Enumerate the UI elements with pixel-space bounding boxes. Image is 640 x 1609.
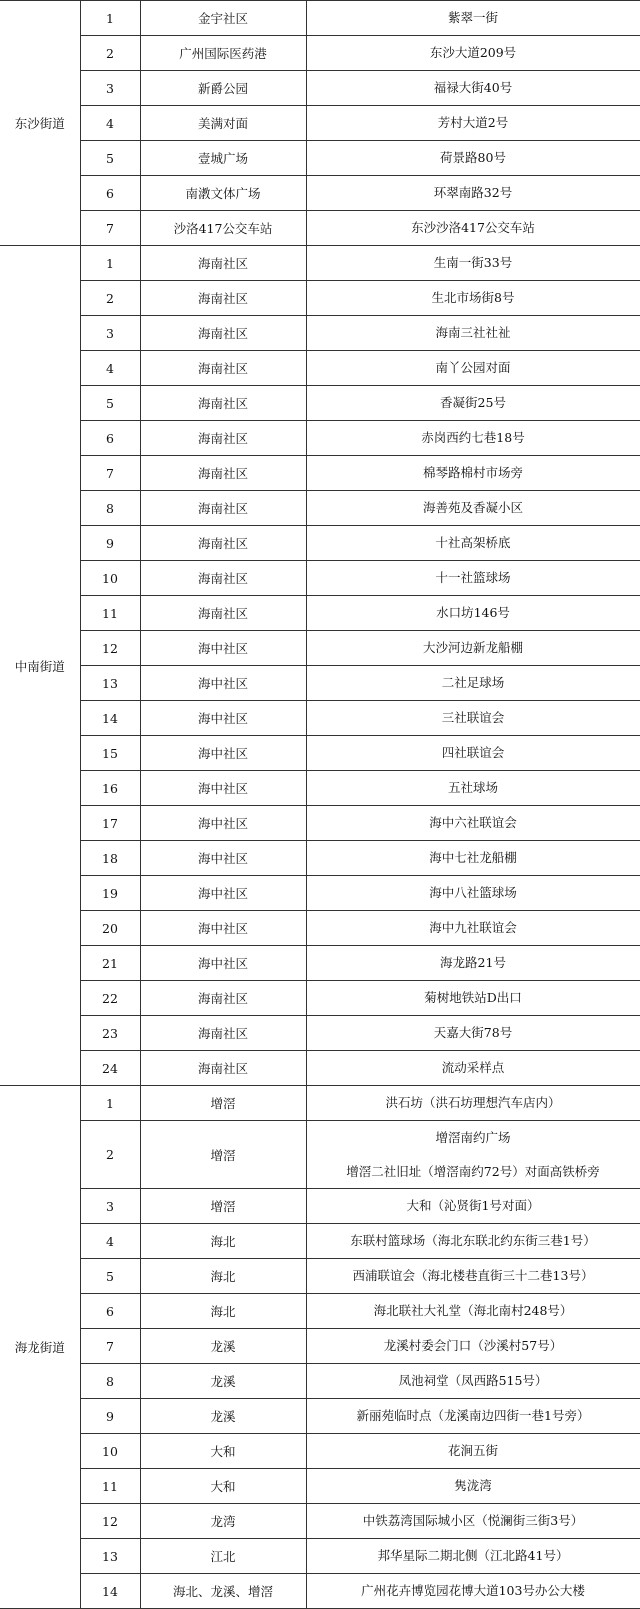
table-row	[0, 246, 640, 281]
row-number-cell: 13	[80, 666, 140, 701]
table-row	[0, 1539, 640, 1574]
address-cell	[306, 71, 640, 106]
row-number-cell: 10	[80, 561, 140, 596]
row-number-cell: 15	[80, 736, 140, 771]
address-cell	[306, 1539, 640, 1574]
row-number-cell: 8	[80, 491, 140, 526]
community-cell: 海中社区	[140, 806, 306, 841]
row-number-cell: 4	[80, 351, 140, 386]
address-cell	[306, 316, 640, 351]
table-row	[0, 456, 640, 491]
community-cell: 海南社区	[140, 491, 306, 526]
address-cell	[306, 701, 640, 736]
community-cell: 海中社区	[140, 701, 306, 736]
community-cell: 海北	[140, 1259, 306, 1294]
table-row	[0, 1189, 640, 1224]
row-number-cell: 6	[80, 176, 140, 211]
community-cell: 金宇社区	[140, 1, 306, 36]
row-number-cell: 1	[80, 1086, 140, 1121]
row-number-cell: 4	[80, 106, 140, 141]
table-row	[0, 1121, 640, 1189]
address-line: 紫翠一街	[447, 10, 498, 25]
table-body	[0, 1, 640, 1609]
community-cell: 海南社区	[140, 456, 306, 491]
address-cell	[306, 631, 640, 666]
community-cell: 海北、龙溪、增滘	[140, 1574, 306, 1609]
row-number-cell: 3	[80, 71, 140, 106]
table-row	[0, 71, 640, 106]
address-line: 四社联谊会	[441, 745, 505, 760]
community-cell: 海中社区	[140, 666, 306, 701]
table-row	[0, 1224, 640, 1259]
table-row	[0, 876, 640, 911]
address-line: 东沙沙洛417公交车站	[411, 220, 535, 235]
community-cell: 龙溪	[140, 1329, 306, 1364]
address-line: 生北市场街8号	[431, 290, 515, 305]
community-cell: 海北	[140, 1224, 306, 1259]
table-row	[0, 281, 640, 316]
row-number-cell: 7	[80, 1329, 140, 1364]
address-cell	[306, 1189, 640, 1224]
table-row	[0, 36, 640, 71]
address-line: 广州花卉博览园花博大道103号办公大楼	[361, 1583, 585, 1598]
table-row	[0, 1086, 640, 1121]
address-line: 隽泷湾	[454, 1478, 492, 1493]
row-number-cell: 12	[80, 1504, 140, 1539]
table-row	[0, 1, 640, 36]
address-line: 海北联社大礼堂（海北南村248号）	[373, 1303, 573, 1318]
row-number-cell: 11	[80, 596, 140, 631]
address-line: 海中七社龙船棚	[429, 850, 517, 865]
row-number-cell: 19	[80, 876, 140, 911]
address-line: 增滘二社旧址（增滘南约72号）对面高铁桥旁	[346, 1164, 600, 1179]
row-number-cell: 20	[80, 911, 140, 946]
row-number-cell: 8	[80, 1364, 140, 1399]
address-cell	[306, 596, 640, 631]
address-cell	[306, 281, 640, 316]
address-line: 福禄大街40号	[433, 80, 513, 95]
address-line: 东沙大道209号	[429, 45, 517, 60]
address-cell	[306, 1469, 640, 1504]
community-cell: 海中社区	[140, 736, 306, 771]
table-row	[0, 1364, 640, 1399]
community-cell: 江北	[140, 1539, 306, 1574]
community-cell: 海中社区	[140, 876, 306, 911]
address-line: 天嘉大街78号	[433, 1025, 513, 1040]
row-number-cell: 12	[80, 631, 140, 666]
address-cell	[306, 771, 640, 806]
table-row	[0, 386, 640, 421]
address-cell	[306, 806, 640, 841]
address-cell	[306, 946, 640, 981]
address-line: 二社足球场	[441, 675, 505, 690]
table-row	[0, 141, 640, 176]
address-line: 大沙河边新龙船棚	[422, 640, 523, 655]
row-number-cell: 23	[80, 1016, 140, 1051]
community-cell: 增滘	[140, 1121, 306, 1189]
row-number-cell: 5	[80, 386, 140, 421]
community-cell: 海南社区	[140, 561, 306, 596]
address-line: 增滘南约广场	[435, 1130, 511, 1145]
address-cell	[306, 1121, 640, 1189]
row-number-cell: 2	[80, 281, 140, 316]
address-line: 中铁荔湾国际城小区（悦澜街三街3号）	[362, 1513, 584, 1528]
address-line: 龙溪村委会门口（沙溪村57号）	[383, 1338, 563, 1353]
address-line: 棉琴路棉村市场旁	[422, 465, 523, 480]
address-cell	[306, 106, 640, 141]
address-cell	[306, 876, 640, 911]
row-number-cell: 22	[80, 981, 140, 1016]
community-cell: 海南社区	[140, 981, 306, 1016]
table-row	[0, 666, 640, 701]
address-cell	[306, 1294, 640, 1329]
table-row	[0, 771, 640, 806]
address-cell	[306, 456, 640, 491]
address-cell	[306, 351, 640, 386]
address-cell	[306, 1051, 640, 1086]
community-cell: 海南社区	[140, 1051, 306, 1086]
table-row	[0, 351, 640, 386]
community-cell: 美满对面	[140, 106, 306, 141]
table-row	[0, 701, 640, 736]
address-line: 邦华星际二期北侧（江北路41号）	[377, 1548, 569, 1563]
community-cell: 海中社区	[140, 841, 306, 876]
address-cell	[306, 211, 640, 246]
row-number-cell: 1	[80, 1, 140, 36]
table-row	[0, 106, 640, 141]
address-line: 海南三社社祉	[435, 325, 511, 340]
address-cell	[306, 1364, 640, 1399]
address-line: 环翠南路32号	[433, 185, 513, 200]
row-number-cell: 9	[80, 1399, 140, 1434]
address-cell	[306, 36, 640, 71]
address-line: 菊树地铁站D出口	[424, 990, 522, 1005]
row-number-cell: 14	[80, 701, 140, 736]
row-number-cell: 3	[80, 316, 140, 351]
address-cell	[306, 176, 640, 211]
row-number-cell: 2	[80, 36, 140, 71]
community-cell: 海中社区	[140, 631, 306, 666]
address-line: 流动采样点	[441, 1060, 505, 1075]
address-line: 三社联谊会	[441, 710, 505, 725]
address-line: 赤岗西约七巷18号	[421, 430, 525, 445]
row-number-cell: 10	[80, 1434, 140, 1469]
table-row	[0, 1329, 640, 1364]
table-row	[0, 1469, 640, 1504]
table-row	[0, 526, 640, 561]
row-number-cell: 3	[80, 1189, 140, 1224]
address-line: 花涧五街	[447, 1443, 498, 1458]
table-row	[0, 596, 640, 631]
row-number-cell: 11	[80, 1469, 140, 1504]
row-number-cell: 18	[80, 841, 140, 876]
address-line: 洪石坊（洪石坊理想汽车店内）	[385, 1095, 561, 1110]
community-cell: 海南社区	[140, 281, 306, 316]
table-row	[0, 1051, 640, 1086]
address-cell	[306, 1434, 640, 1469]
community-cell: 海南社区	[140, 1016, 306, 1051]
address-line: 海中九社联谊会	[429, 920, 517, 935]
row-number-cell: 5	[80, 141, 140, 176]
address-cell	[306, 141, 640, 176]
community-cell: 海南社区	[140, 246, 306, 281]
address-line: 东联村篮球场（海北东联北约东街三巷1号）	[350, 1233, 596, 1248]
address-cell	[306, 981, 640, 1016]
address-line: 南丫公园对面	[435, 360, 511, 375]
community-cell: 海南社区	[140, 386, 306, 421]
table-row	[0, 316, 640, 351]
address-cell	[306, 1259, 640, 1294]
community-cell: 海南社区	[140, 316, 306, 351]
community-cell: 海北	[140, 1294, 306, 1329]
address-line: 海善苑及香凝小区	[422, 500, 523, 515]
address-line: 芳村大道2号	[437, 115, 509, 130]
address-line: 十社高架桥底	[435, 535, 511, 550]
street-name-cell: 海龙街道	[0, 1086, 80, 1609]
row-number-cell: 14	[80, 1574, 140, 1609]
row-number-cell: 5	[80, 1259, 140, 1294]
row-number-cell: 1	[80, 246, 140, 281]
community-cell: 沙洛417公交车站	[140, 211, 306, 246]
address-line: 凤池祠堂（凤西路515号）	[398, 1373, 548, 1388]
row-number-cell: 4	[80, 1224, 140, 1259]
community-cell: 龙溪	[140, 1364, 306, 1399]
table-row	[0, 736, 640, 771]
table-row	[0, 1574, 640, 1609]
community-cell: 海南社区	[140, 526, 306, 561]
table-row	[0, 631, 640, 666]
table-row	[0, 211, 640, 246]
address-cell	[306, 1329, 640, 1364]
row-number-cell: 13	[80, 1539, 140, 1574]
table-row	[0, 911, 640, 946]
address-cell	[306, 1574, 640, 1609]
community-cell: 广州国际医药港	[140, 36, 306, 71]
address-line: 香凝街25号	[440, 395, 506, 410]
address-cell	[306, 526, 640, 561]
table-row	[0, 1259, 640, 1294]
address-line: 新丽苑临时点（龙溪南边四街一巷1号旁）	[356, 1408, 590, 1423]
table-row	[0, 981, 640, 1016]
address-line: 十一社篮球场	[435, 570, 511, 585]
address-cell	[306, 1399, 640, 1434]
address-line: 荷景路80号	[440, 150, 506, 165]
address-cell	[306, 246, 640, 281]
address-cell	[306, 911, 640, 946]
community-cell: 增滘	[140, 1086, 306, 1121]
address-line: 海中六社联谊会	[429, 815, 517, 830]
row-number-cell: 7	[80, 456, 140, 491]
address-line: 大和（沁贤街1号对面）	[406, 1198, 540, 1213]
address-line: 生南一街33号	[433, 255, 513, 270]
community-cell: 增滘	[140, 1189, 306, 1224]
table-row	[0, 1294, 640, 1329]
table-row	[0, 841, 640, 876]
address-line: 西浦联谊会（海北楼巷直街三十二巷13号）	[352, 1268, 594, 1283]
address-cell	[306, 491, 640, 526]
community-cell: 龙湾	[140, 1504, 306, 1539]
row-number-cell: 24	[80, 1051, 140, 1086]
row-number-cell: 6	[80, 1294, 140, 1329]
community-cell: 壹城广场	[140, 141, 306, 176]
address-cell	[306, 736, 640, 771]
row-number-cell: 9	[80, 526, 140, 561]
address-cell	[306, 841, 640, 876]
address-cell	[306, 1504, 640, 1539]
community-cell: 龙溪	[140, 1399, 306, 1434]
row-number-cell: 7	[80, 211, 140, 246]
address-line: 海中八社篮球场	[429, 885, 517, 900]
table-row	[0, 176, 640, 211]
table-row	[0, 806, 640, 841]
table-row	[0, 1504, 640, 1539]
street-name-cell: 中南街道	[0, 246, 80, 1086]
address-cell	[306, 1016, 640, 1051]
community-cell: 大和	[140, 1434, 306, 1469]
table-row	[0, 1016, 640, 1051]
row-number-cell: 16	[80, 771, 140, 806]
row-number-cell: 21	[80, 946, 140, 981]
table-row	[0, 946, 640, 981]
address-line: 水口坊146号	[436, 605, 510, 620]
address-line: 五社球场	[447, 780, 498, 795]
community-cell: 海南社区	[140, 596, 306, 631]
community-cell: 海中社区	[140, 946, 306, 981]
community-cell: 海南社区	[140, 421, 306, 456]
row-number-cell: 6	[80, 421, 140, 456]
table-row	[0, 1399, 640, 1434]
community-cell: 海中社区	[140, 911, 306, 946]
address-cell	[306, 1224, 640, 1259]
table-row	[0, 561, 640, 596]
address-cell	[306, 561, 640, 596]
address-cell	[306, 1, 640, 36]
row-number-cell: 2	[80, 1121, 140, 1189]
community-cell: 大和	[140, 1469, 306, 1504]
address-cell	[306, 1086, 640, 1121]
community-cell: 新爵公园	[140, 71, 306, 106]
street-name-cell: 东沙街道	[0, 1, 80, 246]
address-cell	[306, 386, 640, 421]
address-cell	[306, 666, 640, 701]
address-line: 海龙路21号	[440, 955, 506, 970]
table-row	[0, 421, 640, 456]
community-cell: 海中社区	[140, 771, 306, 806]
community-cell: 海南社区	[140, 351, 306, 386]
row-number-cell: 17	[80, 806, 140, 841]
table-row	[0, 491, 640, 526]
address-cell	[306, 421, 640, 456]
table-row	[0, 1434, 640, 1469]
community-cell: 南漖文体广场	[140, 176, 306, 211]
